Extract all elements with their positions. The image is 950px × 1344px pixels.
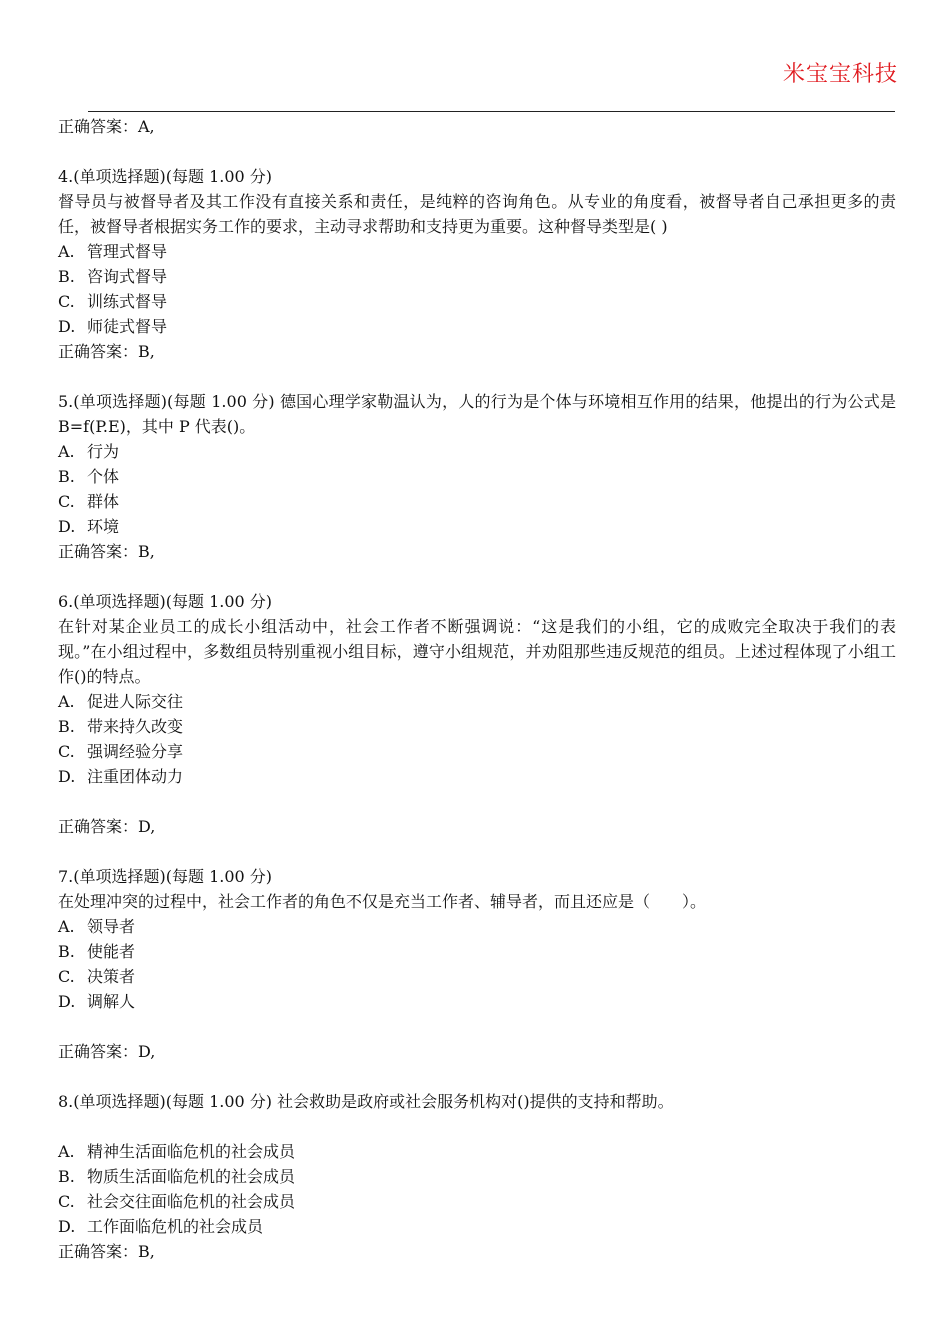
question-4 [58, 164, 896, 364]
option-text: 环境 [87, 517, 120, 536]
option-letter: B. [58, 1167, 75, 1186]
option-text: 领导者 [87, 917, 136, 936]
option-text: 调解人 [87, 992, 136, 1011]
option-letter: D. [58, 317, 76, 336]
option-text: 工作面临危机的社会成员 [87, 1217, 264, 1236]
option-c [58, 1189, 896, 1214]
question-header: 8.(单项选择题)(每题 1.00 分) [58, 1092, 273, 1111]
question-stem: 督导员与被督导者及其工作没有直接关系和责任，是纯粹的咨询角色。从专业的角度看，被督导者自己承担更多的责任，被督导者根据实务工作的要求，主动寻求帮助和支持更为重要。这种督导类型是( ) [58, 192, 896, 236]
option-text: 行为 [87, 442, 120, 461]
option-c [58, 289, 896, 314]
option-a [58, 1139, 896, 1164]
option-c [58, 489, 896, 514]
option-text: 社会交往面临危机的社会成员 [87, 1192, 296, 1211]
option-letter: C. [58, 292, 75, 311]
option-c [58, 964, 896, 989]
brand-logo-text: 米宝宝科技 [782, 62, 898, 87]
question-8 [58, 1089, 896, 1264]
question-stem: 在处理冲突的过程中，社会工作者的角色不仅是充当工作者、辅导者，而且还应是（ ）。 [58, 892, 707, 911]
question-7 [58, 864, 896, 1064]
question-stem: 5.(单项选择题)(每题 1.00 分) 德国心理学家勒温认为，人的行为是个体与环境相互作用的结果，他提出的行为公式是 B=f(P.E)，其中 P 代表()。 [58, 392, 896, 436]
option-text: 个体 [87, 467, 120, 486]
option-letter: A. [58, 442, 75, 461]
option-letter: B. [58, 942, 75, 961]
question-header: 7.(单项选择题)(每题 1.00 分) [58, 867, 273, 886]
option-letter: A. [58, 1142, 75, 1161]
correct-answer: 正确答案：D, [58, 1042, 156, 1061]
option-text: 师徒式督导 [87, 317, 168, 336]
option-letter: B. [58, 467, 75, 486]
option-text: 促进人际交往 [87, 692, 184, 711]
option-d [58, 989, 896, 1014]
option-text: 咨询式督导 [87, 267, 168, 286]
option-letter: A. [58, 242, 75, 261]
option-letter: D. [58, 517, 76, 536]
option-text: 决策者 [87, 967, 136, 986]
correct-answer: 正确答案：B, [58, 1242, 155, 1261]
previous-answer: 正确答案：A, [58, 117, 155, 136]
question-list [58, 114, 896, 1264]
option-letter: A. [58, 692, 75, 711]
option-letter: B. [58, 267, 75, 286]
option-c [58, 739, 896, 764]
option-a [58, 239, 896, 264]
option-b [58, 714, 896, 739]
option-a [58, 914, 896, 939]
correct-answer: 正确答案：D, [58, 817, 156, 836]
option-text: 物质生活面临危机的社会成员 [87, 1167, 296, 1186]
option-letter: B. [58, 717, 75, 736]
header-rule [88, 111, 895, 112]
option-b [58, 939, 896, 964]
option-letter: C. [58, 492, 75, 511]
option-text: 训练式督导 [87, 292, 168, 311]
question-6 [58, 589, 896, 839]
option-letter: A. [58, 917, 75, 936]
option-d [58, 514, 896, 539]
option-d [58, 1214, 896, 1239]
option-text: 带来持久改变 [87, 717, 184, 736]
option-letter: C. [58, 1192, 75, 1211]
question-stem: 8.(单项选择题)(每题 1.00 分) 社会救助是政府或社会服务机构对()提供的支持和帮助。 [58, 1092, 674, 1111]
correct-answer: 正确答案：B, [58, 342, 155, 361]
option-text: 注重团体动力 [87, 767, 184, 786]
question-header: 4.(单项选择题)(每题 1.00 分) [58, 167, 273, 186]
option-d [58, 764, 896, 789]
option-text: 群体 [87, 492, 120, 511]
option-text: 管理式督导 [87, 242, 168, 261]
option-letter: C. [58, 967, 75, 986]
option-a [58, 439, 896, 464]
option-letter: D. [58, 767, 76, 786]
question-header: 6.(单项选择题)(每题 1.00 分) [58, 592, 273, 611]
question-header: 5.(单项选择题)(每题 1.00 分) [58, 392, 275, 411]
option-letter: D. [58, 1217, 76, 1236]
question-stem: 在针对某企业员工的成长小组活动中，社会工作者不断强调说：“这是我们的小组，它的成败完全取决于我们的表现。”在小组过程中，多数组员特别重视小组目标，遵守小组规范，并劝阻那些违反规范的组员。上述过程体现了小组工作()的特点。 [58, 617, 896, 686]
option-letter: C. [58, 742, 75, 761]
option-text: 强调经验分享 [87, 742, 184, 761]
option-b [58, 464, 896, 489]
correct-answer: 正确答案：B, [58, 542, 155, 561]
option-b [58, 1164, 896, 1189]
option-text: 精神生活面临危机的社会成员 [87, 1142, 296, 1161]
option-d [58, 314, 896, 339]
option-letter: D. [58, 992, 76, 1011]
option-text: 使能者 [87, 942, 136, 961]
option-b [58, 264, 896, 289]
question-5 [58, 389, 896, 564]
option-a [58, 689, 896, 714]
